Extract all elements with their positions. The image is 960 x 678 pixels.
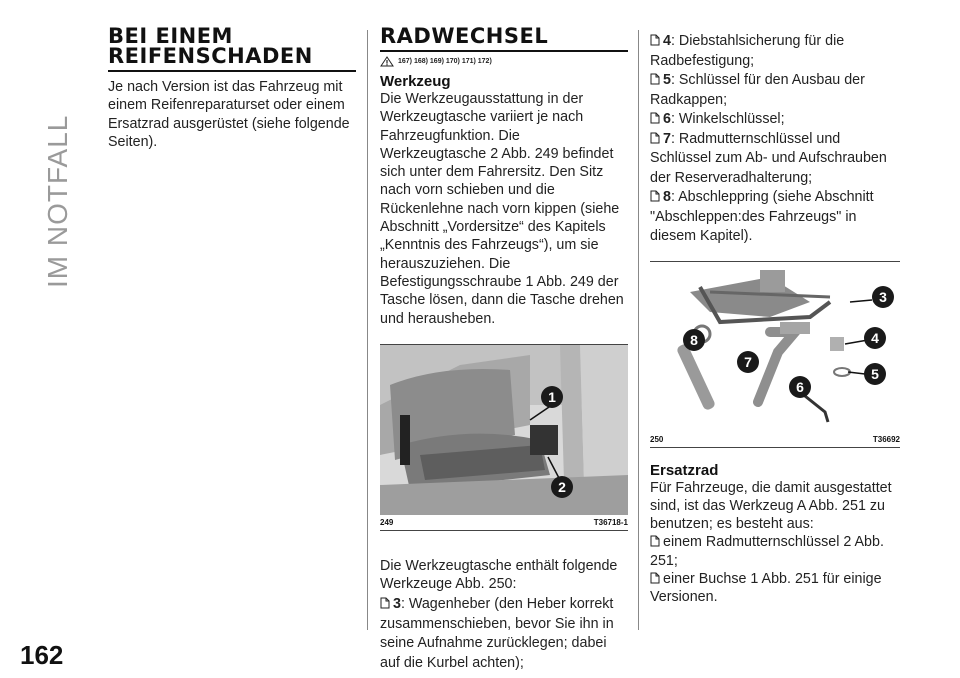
callout-7: 7 (744, 353, 752, 370)
callout-3: 3 (879, 288, 887, 305)
callout-2: 2 (558, 478, 566, 495)
list-item (650, 32, 900, 71)
list-item-number: 7 (663, 130, 671, 147)
warning-references (380, 56, 628, 67)
list-item-number: 8 (663, 189, 671, 205)
bullet-icon (650, 132, 660, 144)
list-item (650, 130, 900, 189)
figure-249-image (380, 345, 628, 515)
tools-illustration (650, 262, 900, 432)
column-divider (367, 30, 368, 630)
bullet-icon (380, 597, 390, 609)
figure-250-image (650, 262, 900, 432)
seat-illustration (380, 345, 628, 515)
bullet-icon (650, 73, 660, 85)
warning-book-icon (380, 56, 394, 67)
list-item-text: : Abschleppring (siehe Abschnitt "Abschleppen:des Fahrzeugs" in diesem Kapitel). (650, 189, 874, 244)
subheading-werkzeug: Werkzeug (380, 73, 451, 90)
warning-refs-text: 167) 168) 169) 170) 171) 172) (398, 58, 492, 65)
list-item (650, 71, 900, 110)
bullet-icon (650, 112, 660, 124)
chapter-side-title (38, 30, 78, 290)
list-item-number: 6 (663, 111, 671, 127)
column-1 (108, 26, 358, 151)
list-item-text: : Radmutternschlüssel und Schlüssel zum Ab- und Aufschrauben der Reserveradhalterung; (650, 130, 887, 186)
callout-5: 5 (871, 365, 879, 382)
page-number: 162 (20, 640, 64, 670)
list-item-number: 4 (663, 33, 671, 49)
paragraph: Die Werkzeugausstattung in der Werkzeugtasche variiert je nach Fahrzeugfunktion. Die Werkzeugtasche 2 Abb. 249 befindet sich unter dem Fahrersitz. Den Sitz nach vorn schieben und die Rückenlehne nach vorn kippen (siehe Abschnitt „Vordersitze“ des Kapitels „Kenntnis des Fahrzeugs“), um sie herauszuziehen. Die Befestigungsschraube 1 Abb. 249 der Tasche lösen, dann die Tasche drehen und herausheben. (380, 91, 624, 327)
subheading-ersatzrad: Ersatzrad (650, 461, 719, 479)
figure-number: 250 (650, 434, 664, 444)
bullet-icon (650, 190, 660, 202)
list-item-text: einer Buchse 1 Abb. 251 für einige Versionen. (650, 570, 882, 606)
paragraph: Für Fahrzeuge, die damit ausgestattet sind, ist das Werkzeug A Abb. 251 zu benutzen; es besteht aus: (650, 479, 892, 533)
figure-249 (380, 344, 628, 531)
bullet-icon (650, 572, 660, 584)
section-heading: RADWECHSEL (380, 26, 628, 52)
list-item-text: : Schlüssel für den Ausbau der Radkappen; (650, 72, 865, 108)
list-item-text: : Diebstahlsicherung für die Radbefestigung; (650, 33, 845, 69)
list-item-number: 3 (393, 596, 401, 613)
bullet-icon (650, 535, 660, 547)
figure-250 (650, 261, 900, 448)
figure-number: 249 (380, 517, 394, 527)
column-2 (380, 26, 628, 673)
section-heading: BEI EINEM REIFENSCHADEN (108, 26, 356, 72)
list-item (380, 595, 628, 673)
list-item-text: : Wagenheber (den Heber korrekt zusammenschieben, bevor Sie ihn in seine Aufnahme zurücklegen; dabei auf die Kurbel achten); (380, 596, 614, 671)
column-divider (638, 30, 639, 630)
bullet-icon (650, 34, 660, 46)
list-item (650, 110, 900, 130)
list-item-text: einem Radmutternschlüssel 2 Abb. 251; (650, 534, 884, 569)
list-item-text: : Winkelschlüssel; (670, 111, 785, 127)
callout-1: 1 (548, 388, 556, 405)
figure-caption (380, 515, 628, 531)
section-body: Je nach Version ist das Fahrzeug mit einem Reifenreparaturset oder einem Ersatzrad ausgerüstet (siehe folgende Seiten). (108, 79, 350, 150)
list-item (650, 570, 900, 607)
list-item (650, 533, 900, 570)
list-item-number: 5 (663, 72, 671, 88)
column-3 (650, 32, 900, 607)
callout-8: 8 (690, 331, 698, 348)
chapter-side-title-text: IM NOTFALL (42, 114, 73, 288)
figure-code: T36718-1 (593, 517, 628, 527)
callout-6: 6 (796, 378, 804, 395)
figure-caption (650, 432, 900, 448)
figure-code: T36692 (872, 434, 900, 444)
callout-4: 4 (871, 329, 879, 346)
list-item (650, 188, 900, 247)
paragraph: Die Werkzeugtasche enthält folgende Werkzeuge Abb. 250: (380, 557, 618, 593)
